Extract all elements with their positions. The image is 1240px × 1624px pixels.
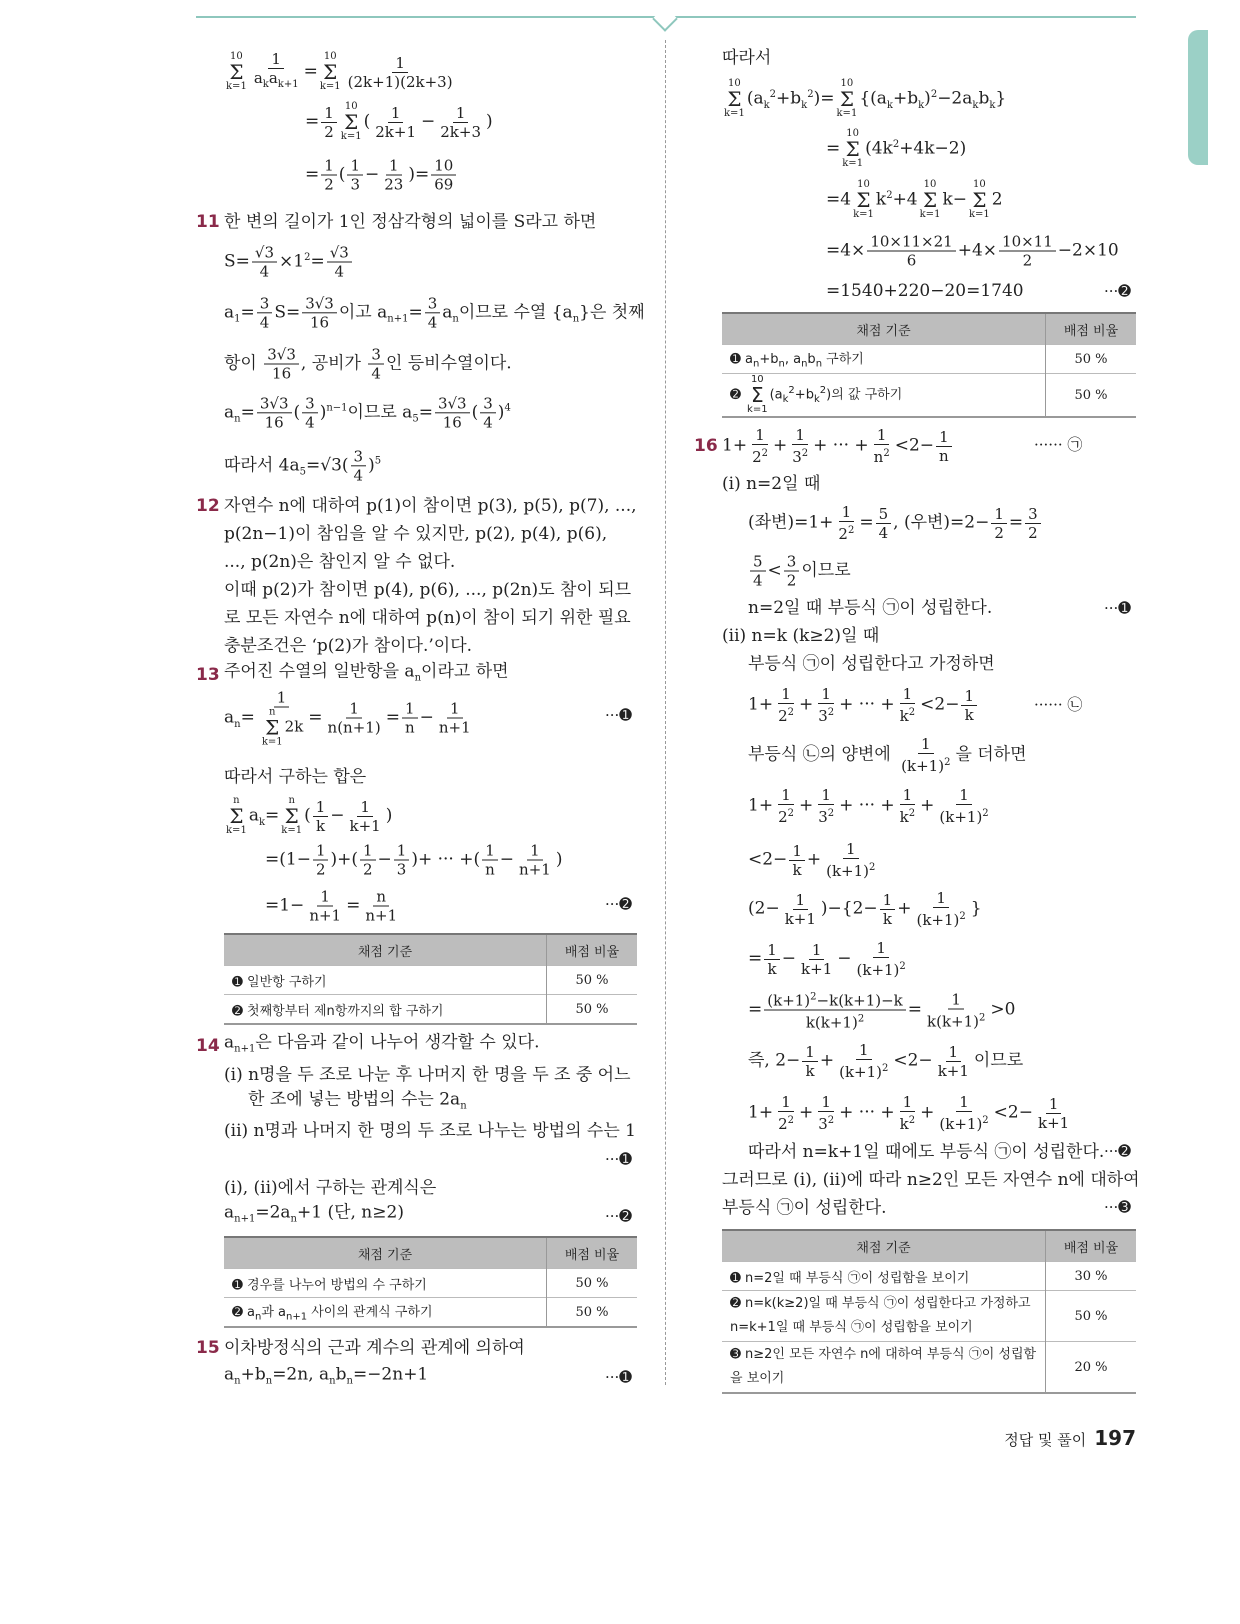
problem-number: 15: [196, 1338, 220, 1358]
ratio-cell: 30 %: [1046, 1262, 1137, 1291]
text-line: 부등식 ㉠이 성립한다고 가정하면: [748, 654, 995, 674]
header-ratio: 배점 비율: [547, 1237, 638, 1269]
text-line: 부등식 ㉡의 양변에 $\frac{1}{(k+1)^2}$ 을 더하면: [748, 735, 1027, 775]
criteria-cell: ➋ $a_n$과 $a_{n+1}$ 사이의 관계식 구하기: [224, 1298, 547, 1328]
ratio-cell: 50 %: [547, 1269, 638, 1298]
criteria-cell: ➋ 10 Σ k=1 $(a_k^2+b_k^2)$의 값 구하기: [722, 374, 1046, 418]
equation-line: 10 Σ k=1 $\frac{1}{a_ka_{k+1}}$ = 10 Σ k=1 $\frac{1}{(2k+1)(2k+3)}$: [226, 50, 453, 92]
text-line: 따라서 구하는 합은: [224, 767, 367, 787]
equation-line: =(1− $\frac{1}{2}$ )+( $\frac{1}{2}$ − $\frac{1}{3}$ )+ ··· +( $\frac{1}{n}$ − $\frac{1}{n+1}$ ): [265, 841, 563, 879]
text-line: p(2n−1)이 참임을 알 수 있지만, p(2), p(4), p(6),: [224, 524, 608, 544]
ratio-cell: 50 %: [1046, 1291, 1137, 1342]
equation-line: = 10 Σ k=1 $(4k^2+4k-2)$: [826, 128, 967, 169]
table-row: [224, 966, 637, 995]
step-mark-1: ···➊: [605, 706, 632, 724]
text-line: ..., p(2n)은 참인지 알 수 없다.: [224, 552, 456, 572]
scoring-table-15: [722, 312, 1136, 418]
text-line: 이때 p(2)가 참이면 p(4), p(6), ..., p(2n)도 참이 되므: [224, 580, 632, 600]
equation-line: 1+ $\frac{1}{2^2}$ + $\frac{1}{3^2}$ + ··· + $\frac{1}{k^2}$ <2− $\frac{1}{k}$: [748, 685, 979, 725]
step-mark-2: ···➋: [605, 1207, 632, 1225]
equation-line: =1540+220−20=1740: [826, 281, 1024, 301]
equation-line: $a_{n+1}=2a_n+1$ (단, n≥2): [224, 1202, 404, 1225]
equation-line: 1+ $\frac{1}{2^2}$ + $\frac{1}{3^2}$ + ··· + $\frac{1}{k^2}$ + $\frac{1}{(k+1)^2}$: [748, 786, 989, 826]
text-line: 로 모든 자연수 n에 대하여 p(n)이 참이 되기 위한 필요: [224, 608, 631, 628]
step-mark-2: ···➋: [1104, 282, 1131, 300]
table-row: [224, 1298, 637, 1328]
equation-line: $a_n=$ 1 n Σ k=1 2k = $\frac{1}{n(n+1)}$ = $\frac{1}{n}$ − $\frac{1}{n+1}$: [224, 688, 471, 748]
text-line: (i) n=2일 때: [722, 474, 821, 494]
header-criteria: 채점 기준: [224, 1237, 547, 1269]
header-criteria: 채점 기준: [722, 313, 1046, 345]
equation-line: $a_n=$ $\frac{3√3}{16}$ ( $\frac{3}{4}$ )$^{n-1}$이므로 $a_5=$ $\frac{3√3}{16}$ ( $\frac{3}{4}$ )$^4$: [224, 394, 511, 432]
step-mark-3: ···➌: [1104, 1198, 1131, 1216]
text-line: 따라서 n=k+1일 때에도 부등식 ㉠이 성립한다.: [748, 1142, 1105, 1162]
ratio-cell: 50 %: [1046, 345, 1137, 374]
equation-line: $a_n+b_n=2n$, $a_nb_n=-2n+1$: [224, 1364, 429, 1387]
footer-label: 정답 및 풀이: [1004, 1431, 1087, 1449]
text-line: 따라서: [722, 48, 772, 68]
text-line: 이차방정식의 근과 계수의 관계에 의하여: [224, 1338, 525, 1358]
top-rule-notch: [652, 6, 677, 31]
table-row: [722, 1342, 1136, 1394]
scoring-table-14: [224, 1236, 637, 1328]
equation-line: <2− $\frac{1}{k}$ + $\frac{1}{(k+1)^2}$: [748, 840, 876, 880]
equation-line: $\frac{5}{4}$ < $\frac{3}{2}$ 이므로: [748, 553, 851, 590]
problem-number: 14: [196, 1036, 220, 1056]
equation-line: 1+ $\frac{1}{2^2}$ + $\frac{1}{3^2}$ + ··· + $\frac{1}{k^2}$ + $\frac{1}{(k+1)^2}$ <2− $\frac{1}{k+1}$: [748, 1093, 1070, 1133]
criteria-cell: ➊ n=2일 때 부등식 ㉠이 성립함을 보이기: [722, 1262, 1046, 1291]
table-row: [722, 1262, 1136, 1291]
equation-line: = $\frac{1}{k}$ − $\frac{1}{k+1}$ − $\frac{1}{(k+1)^2}$: [748, 939, 906, 979]
text-line: (ii) n=k (k≥2)일 때: [722, 626, 880, 646]
ratio-cell: 50 %: [1046, 374, 1137, 418]
column-divider: [665, 40, 666, 1385]
step-mark-1: ···➊: [605, 1150, 632, 1168]
step-mark-2: ···➋: [1104, 1142, 1131, 1160]
text-line: 따라서 $4a_5=√3$( $\frac{3}{4}$ )$^5$: [224, 447, 382, 485]
equation-line: (2− $\frac{1}{k+1}$ )−{2− $\frac{1}{k}$ + $\frac{1}{(k+1)^2}$ }: [748, 889, 982, 929]
table-row: [722, 374, 1136, 418]
header-ratio: 배점 비율: [547, 934, 638, 966]
criteria-cell: ➊ 일반항 구하기: [224, 966, 547, 995]
text-line: $a_{n+1}$은 다음과 같이 나누어 생각할 수 있다.: [224, 1032, 540, 1055]
text-line: 주어진 수열의 일반항을 $a_n$이라고 하면: [224, 661, 509, 684]
page-footer: [1004, 1426, 1136, 1450]
scoring-table-16: [722, 1229, 1136, 1394]
text-line: 항이 $\frac{3√3}{16}$ , 공비가 $\frac{3}{4}$ 인 등비수열이다.: [224, 345, 512, 383]
equation-line: 1+ $\frac{1}{2^2}$ + $\frac{1}{3^2}$ + ··· + $\frac{1}{n^2}$ <2− $\frac{1}{n}$: [722, 426, 954, 466]
criteria-cell: ➌ n≥2인 모든 자연수 n에 대하여 부등식 ㉠이 성립함을 보이기: [722, 1342, 1046, 1394]
header-ratio: 배점 비율: [1046, 1230, 1137, 1262]
step-mark-2: ···➋: [605, 895, 632, 913]
page-edge-tab: [1188, 30, 1208, 165]
header-ratio: 배점 비율: [1046, 313, 1137, 345]
table-row: [722, 1291, 1136, 1342]
text-line: 자연수 n에 대하여 p(1)이 참이면 p(3), p(5), p(7), ...,: [224, 496, 637, 516]
ratio-cell: 50 %: [547, 1298, 638, 1328]
criteria-cell: ➊ 경우를 나누어 방법의 수 구하기: [224, 1269, 547, 1298]
equation-line: = $\frac{(k+1)^2-k(k+1)-k}{k(k+1)^2}$ = $\frac{1}{k(k+1)^2}$ >0: [748, 990, 1016, 1032]
equation-line: =4× $\frac{10\times 11\times 21}{6}$ +4× $\frac{10\times 11}{2}$ −2×10: [826, 232, 1119, 270]
text-line: 충분조건은 ‘p(2)가 참이다.’이다.: [224, 636, 473, 656]
text-line: (ii) n명과 나머지 한 명의 두 조로 나누는 방법의 수는 1: [224, 1121, 636, 1141]
equation-line: =4 10 Σ k=1 $k^2+4$ 10 Σ k=1 k− 10 Σ k=1 2: [826, 179, 1003, 220]
equation-line: =1− $\frac{1}{n+1}$ = $\frac{n}{n+1}$: [265, 887, 398, 925]
problem-number: 16: [694, 436, 718, 456]
equation-line: = $\frac{1}{2}$ ( $\frac{1}{3}$ − $\frac{1}{23}$ )= $\frac{10}{69}$: [305, 157, 458, 194]
problem-number: 11: [196, 212, 220, 232]
equation-line: 10 Σ k=1 $(a_k^2+b_k^2)=$ 10 Σ k=1 $\{(a_k+b_k)^2-2a_kb_k\}$: [724, 78, 1007, 119]
scoring-table-13: [224, 933, 637, 1025]
text-line: n=2일 때 부등식 ㉠이 성립한다.: [748, 598, 993, 618]
text-line: 한 조에 넣는 방법의 수는 $2a_n$: [248, 1089, 467, 1112]
text-line: (i), (ii)에서 구하는 관계식은: [224, 1178, 437, 1198]
table-row: [722, 345, 1136, 374]
text-line: 한 변의 길이가 1인 정삼각형의 넓이를 S라고 하면: [224, 212, 597, 232]
equation-line: S= $\frac{√3}{4}$ $\times 1^2=$ $\frac{√3}{4}$: [224, 244, 354, 281]
ratio-cell: 50 %: [547, 995, 638, 1025]
equation-line: = $\frac{1}{2}$ 10 Σ k=1 ( $\frac{1}{2k+1}$ − $\frac{1}{2k+3}$ ): [305, 101, 493, 142]
problem-number: 13: [196, 665, 220, 685]
header-criteria: 채점 기준: [224, 934, 547, 966]
table-row: [224, 1269, 637, 1298]
step-mark-1: ···➊: [605, 1368, 632, 1386]
text-line: $a_1=$ $\frac{3}{4}$ S= $\frac{3√3}{16}$ 이고 $a_{n+1}=$ $\frac{3}{4}$ $a_n$이므로 수열 $\{a_n\}$은 첫째: [224, 294, 645, 332]
text-line: 부등식 ㉠이 성립한다.: [722, 1198, 887, 1218]
inequality-tag: ······ ㉡: [1034, 695, 1083, 714]
table-row: [224, 995, 637, 1025]
ratio-cell: 50 %: [547, 966, 638, 995]
inequality-tag: ······ ㉠: [1034, 435, 1083, 454]
text-line: 즉, 2− $\frac{1}{k}$ + $\frac{1}{(k+1)^2}$ <2− $\frac{1}{k+1}$ 이므로: [748, 1041, 1024, 1081]
page-number: 197: [1094, 1426, 1136, 1450]
text-line: (i) n명을 두 조로 나눈 후 나머지 한 명을 두 조 중 어느: [224, 1065, 631, 1085]
problem-number: 12: [196, 496, 220, 516]
criteria-cell: ➊ $a_n+b_n$, $a_nb_n$ 구하기: [722, 345, 1046, 374]
text-line: 그러므로 (i), (ii)에 따라 n≥2인 모든 자연수 n에 대하여: [722, 1170, 1140, 1190]
header-criteria: 채점 기준: [722, 1230, 1046, 1262]
step-mark-1: ···➊: [1104, 599, 1131, 617]
ratio-cell: 20 %: [1046, 1342, 1137, 1394]
criteria-cell: ➋ 첫째항부터 제n항까지의 합 구하기: [224, 995, 547, 1025]
equation-line: (좌변)=1+ $\frac{1}{2^2}$ = $\frac{5}{4}$ , (우변)=2− $\frac{1}{2}$ = $\frac{3}{2}$: [748, 503, 1043, 543]
equation-line: n Σ k=1 $a_k=$ n Σ k=1 ( $\frac{1}{k}$ − $\frac{1}{k+1}$ ): [226, 795, 393, 836]
criteria-cell: ➋ n=k(k≥2)일 때 부등식 ㉠이 성립한다고 가정하고 n=k+1일 때 부등식 ㉠이 성립함을 보이기: [722, 1291, 1046, 1342]
